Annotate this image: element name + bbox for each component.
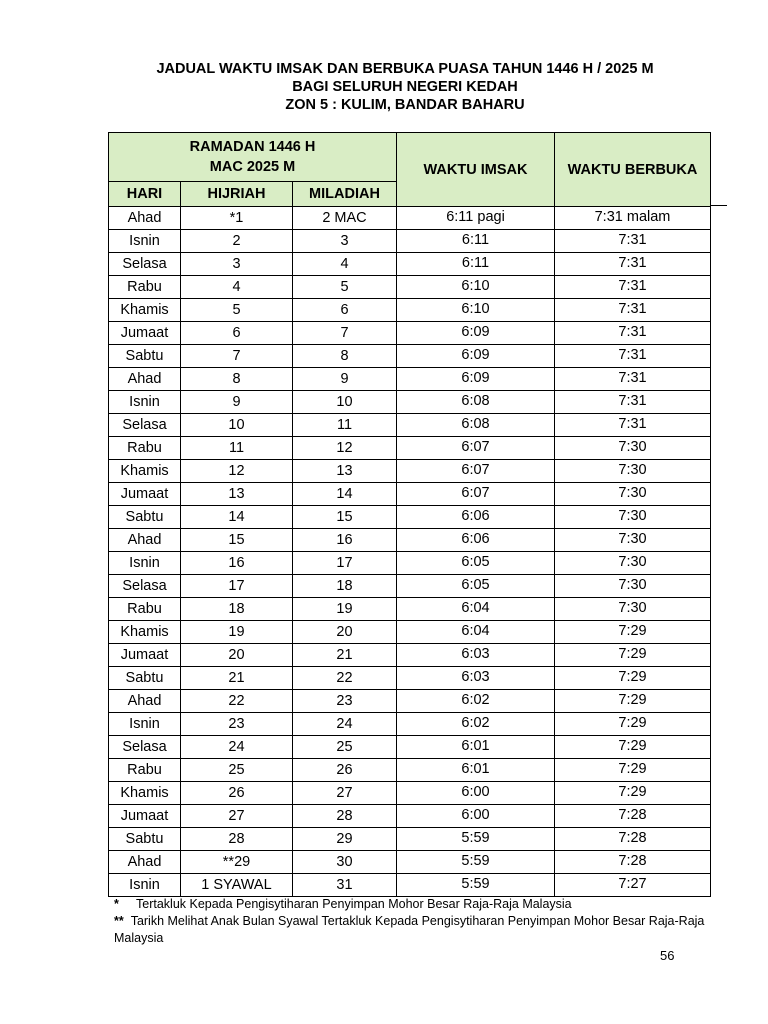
cell-hijriah: 19 [181,621,293,644]
cell-miladiah: 12 [293,437,397,460]
cell-miladiah: 17 [293,552,397,575]
cell-miladiah: 3 [293,230,397,253]
cell-hijriah: 8 [181,368,293,391]
cell-berbuka: 7:27 [555,874,711,897]
cell-miladiah: 5 [293,276,397,299]
table-row [109,529,711,552]
table-row [109,391,711,414]
title-line-2: BAGI SELURUH NEGERI KEDAH [292,79,518,95]
table-row [109,437,711,460]
cell-miladiah: 6 [293,299,397,322]
cell-miladiah: 28 [293,805,397,828]
table-row [109,713,711,736]
cell-miladiah: 25 [293,736,397,759]
table-row [109,644,711,667]
header-miladiah: MILADIAH [293,182,397,207]
cell-imsak: 6:11 [397,253,555,276]
cell-imsak: 6:04 [397,621,555,644]
cell-berbuka: 7:29 [555,713,711,736]
cell-imsak: 6:10 [397,299,555,322]
ramadan-header-line2: MAC 2025 M [209,159,296,175]
cell-berbuka: 7:31 [555,322,711,345]
cell-berbuka: 7:29 [555,667,711,690]
cell-berbuka: 7:30 [555,483,711,506]
cell-hari: Khamis [109,299,181,322]
cell-berbuka: 7:28 [555,828,711,851]
cell-berbuka: 7:29 [555,782,711,805]
table-row [109,299,711,322]
header-waktu-imsak: WAKTU IMSAK [397,133,555,207]
cell-imsak: 6:08 [397,414,555,437]
cell-hijriah: 13 [181,483,293,506]
cell-berbuka: 7:30 [555,506,711,529]
cell-berbuka: 7:31 [555,230,711,253]
cell-imsak: 5:59 [397,874,555,897]
cell-miladiah: 20 [293,621,397,644]
cell-hari: Isnin [109,391,181,414]
cell-imsak: 6:07 [397,437,555,460]
cell-hari: Khamis [109,460,181,483]
document-title [0,60,768,114]
footnote-1 [114,896,734,913]
cell-hari: Rabu [109,598,181,621]
table-row [109,345,711,368]
cell-berbuka: 7:31 [555,299,711,322]
cell-hijriah: 11 [181,437,293,460]
cell-hari: Sabtu [109,345,181,368]
cell-berbuka: 7:30 [555,598,711,621]
cell-hari: Jumaat [109,483,181,506]
cell-miladiah: 31 [293,874,397,897]
ramadan-header-line1: RAMADAN 1446 H [189,139,316,155]
cell-berbuka: 7:31 [555,253,711,276]
cell-hari: Khamis [109,621,181,644]
cell-imsak: 6:10 [397,276,555,299]
cell-hijriah: 14 [181,506,293,529]
cell-imsak: 6:05 [397,552,555,575]
cell-berbuka: 7:29 [555,759,711,782]
cell-imsak: 6:03 [397,644,555,667]
cell-hari: Selasa [109,736,181,759]
table-row [109,598,711,621]
cell-hijriah: 20 [181,644,293,667]
cell-hari: Isnin [109,874,181,897]
cell-hari: Selasa [109,414,181,437]
cell-berbuka: 7:31 [555,276,711,299]
footnote-1-text: Tertakluk Kepada Pengisytiharan Penyimpan Mohor Besar Raja-Raja Malaysia [136,897,572,911]
footnote-1-mark: * [114,897,119,911]
table-row [109,805,711,828]
cell-hijriah: **29 [181,851,293,874]
cell-miladiah: 16 [293,529,397,552]
table-row [109,230,711,253]
cell-hijriah: 18 [181,598,293,621]
cell-miladiah: 10 [293,391,397,414]
table-row [109,276,711,299]
table-row [109,368,711,391]
cell-miladiah: 4 [293,253,397,276]
table-row [109,575,711,598]
cell-hijriah: 21 [181,667,293,690]
footnote-2 [114,913,734,947]
cell-imsak: 6:08 [397,391,555,414]
cell-hari: Rabu [109,437,181,460]
cell-berbuka: 7:31 malam [555,207,711,230]
cell-imsak: 6:01 [397,736,555,759]
table-row [109,621,711,644]
cell-hijriah: 4 [181,276,293,299]
cell-miladiah: 2 MAC [293,207,397,230]
cell-hijriah: 25 [181,759,293,782]
footnote-2-mark: ** [114,914,124,928]
cell-hijriah: 9 [181,391,293,414]
cell-berbuka: 7:30 [555,437,711,460]
cell-hijriah: *1 [181,207,293,230]
cell-hijriah: 2 [181,230,293,253]
cell-imsak: 6:06 [397,529,555,552]
cell-hari: Khamis [109,782,181,805]
cell-hijriah: 1 SYAWAL [181,874,293,897]
cell-berbuka: 7:30 [555,529,711,552]
cell-miladiah: 22 [293,667,397,690]
cell-imsak: 6:00 [397,805,555,828]
table-row [109,874,711,897]
cell-hijriah: 23 [181,713,293,736]
cell-hijriah: 15 [181,529,293,552]
cell-hari: Ahad [109,851,181,874]
cell-hijriah: 17 [181,575,293,598]
cell-miladiah: 8 [293,345,397,368]
table-row [109,506,711,529]
cell-hijriah: 3 [181,253,293,276]
cell-miladiah: 18 [293,575,397,598]
cell-berbuka: 7:28 [555,851,711,874]
cell-hari: Sabtu [109,828,181,851]
title-line-1: JADUAL WAKTU IMSAK DAN BERBUKA PUASA TAHUN 1446 H / 2025 M [156,61,654,77]
cell-hari: Ahad [109,207,181,230]
cell-imsak: 6:02 [397,690,555,713]
cell-hijriah: 5 [181,299,293,322]
cell-hari: Ahad [109,690,181,713]
title-line-3: ZON 5 : KULIM, BANDAR BAHARU [285,97,525,113]
table-row [109,207,711,230]
cell-miladiah: 26 [293,759,397,782]
cell-berbuka: 7:30 [555,552,711,575]
cell-miladiah: 27 [293,782,397,805]
cell-hijriah: 7 [181,345,293,368]
table-row [109,460,711,483]
cell-hari: Ahad [109,368,181,391]
cell-hari: Jumaat [109,322,181,345]
schedule-rows [109,207,711,897]
cell-hari: Selasa [109,575,181,598]
cell-imsak: 5:59 [397,851,555,874]
cell-imsak: 6:09 [397,345,555,368]
cell-miladiah: 29 [293,828,397,851]
cell-hari: Rabu [109,276,181,299]
table-row [109,736,711,759]
table-row [109,690,711,713]
cell-hijriah: 22 [181,690,293,713]
cell-berbuka: 7:29 [555,621,711,644]
table-row [109,414,711,437]
cell-miladiah: 14 [293,483,397,506]
cell-imsak: 6:06 [397,506,555,529]
table-row [109,322,711,345]
cell-imsak: 6:03 [397,667,555,690]
cell-imsak: 6:11 [397,230,555,253]
cell-hari: Selasa [109,253,181,276]
cell-miladiah: 9 [293,368,397,391]
cell-hijriah: 10 [181,414,293,437]
cell-hari: Jumaat [109,805,181,828]
cell-hijriah: 27 [181,805,293,828]
table-row [109,782,711,805]
cell-hari: Ahad [109,529,181,552]
cell-berbuka: 7:28 [555,805,711,828]
cell-miladiah: 24 [293,713,397,736]
cell-miladiah: 13 [293,460,397,483]
cell-berbuka: 7:29 [555,690,711,713]
table-row [109,483,711,506]
schedule-table [108,132,711,897]
cell-hari: Isnin [109,230,181,253]
cell-miladiah: 23 [293,690,397,713]
cell-imsak: 6:11 pagi [397,207,555,230]
cell-imsak: 6:09 [397,368,555,391]
footnotes [114,896,734,947]
cell-berbuka: 7:31 [555,414,711,437]
header-hari: HARI [109,182,181,207]
table-row [109,828,711,851]
cell-imsak: 6:07 [397,460,555,483]
cell-berbuka: 7:30 [555,575,711,598]
cell-berbuka: 7:29 [555,736,711,759]
footnote-2-text: Tarikh Melihat Anak Bulan Syawal Tertakluk Kepada Pengisytiharan Penyimpan Mohor Besar Raja-Raja Malaysia [114,914,705,945]
cell-berbuka: 7:31 [555,391,711,414]
table-row [109,851,711,874]
cell-miladiah: 11 [293,414,397,437]
table-row [109,253,711,276]
cell-hijriah: 6 [181,322,293,345]
cell-hijriah: 24 [181,736,293,759]
page-number: 56 [660,948,675,963]
header-waktu-berbuka: WAKTU BERBUKA [555,133,711,207]
cell-imsak: 5:59 [397,828,555,851]
cell-imsak: 6:00 [397,782,555,805]
cell-hijriah: 26 [181,782,293,805]
cell-hijriah: 28 [181,828,293,851]
cell-imsak: 6:01 [397,759,555,782]
cell-hari: Jumaat [109,644,181,667]
cell-hari: Isnin [109,713,181,736]
cell-hari: Sabtu [109,506,181,529]
cell-berbuka: 7:30 [555,460,711,483]
cell-berbuka: 7:31 [555,368,711,391]
footnote-2-content [114,913,734,947]
cell-miladiah: 21 [293,644,397,667]
table-row [109,552,711,575]
cell-imsak: 6:05 [397,575,555,598]
cell-hari: Isnin [109,552,181,575]
cell-miladiah: 7 [293,322,397,345]
cell-miladiah: 30 [293,851,397,874]
cell-imsak: 6:04 [397,598,555,621]
header-hijriah: HIJRIAH [181,182,293,207]
cell-hari: Sabtu [109,667,181,690]
cell-imsak: 6:09 [397,322,555,345]
cell-imsak: 6:07 [397,483,555,506]
cell-hari: Rabu [109,759,181,782]
cell-hijriah: 16 [181,552,293,575]
table-row [109,667,711,690]
cell-imsak: 6:02 [397,713,555,736]
ramadan-header [109,133,397,182]
cell-berbuka: 7:31 [555,345,711,368]
cell-hijriah: 12 [181,460,293,483]
header-extension-line [711,205,727,206]
cell-miladiah: 19 [293,598,397,621]
table-row [109,759,711,782]
cell-miladiah: 15 [293,506,397,529]
cell-berbuka: 7:29 [555,644,711,667]
